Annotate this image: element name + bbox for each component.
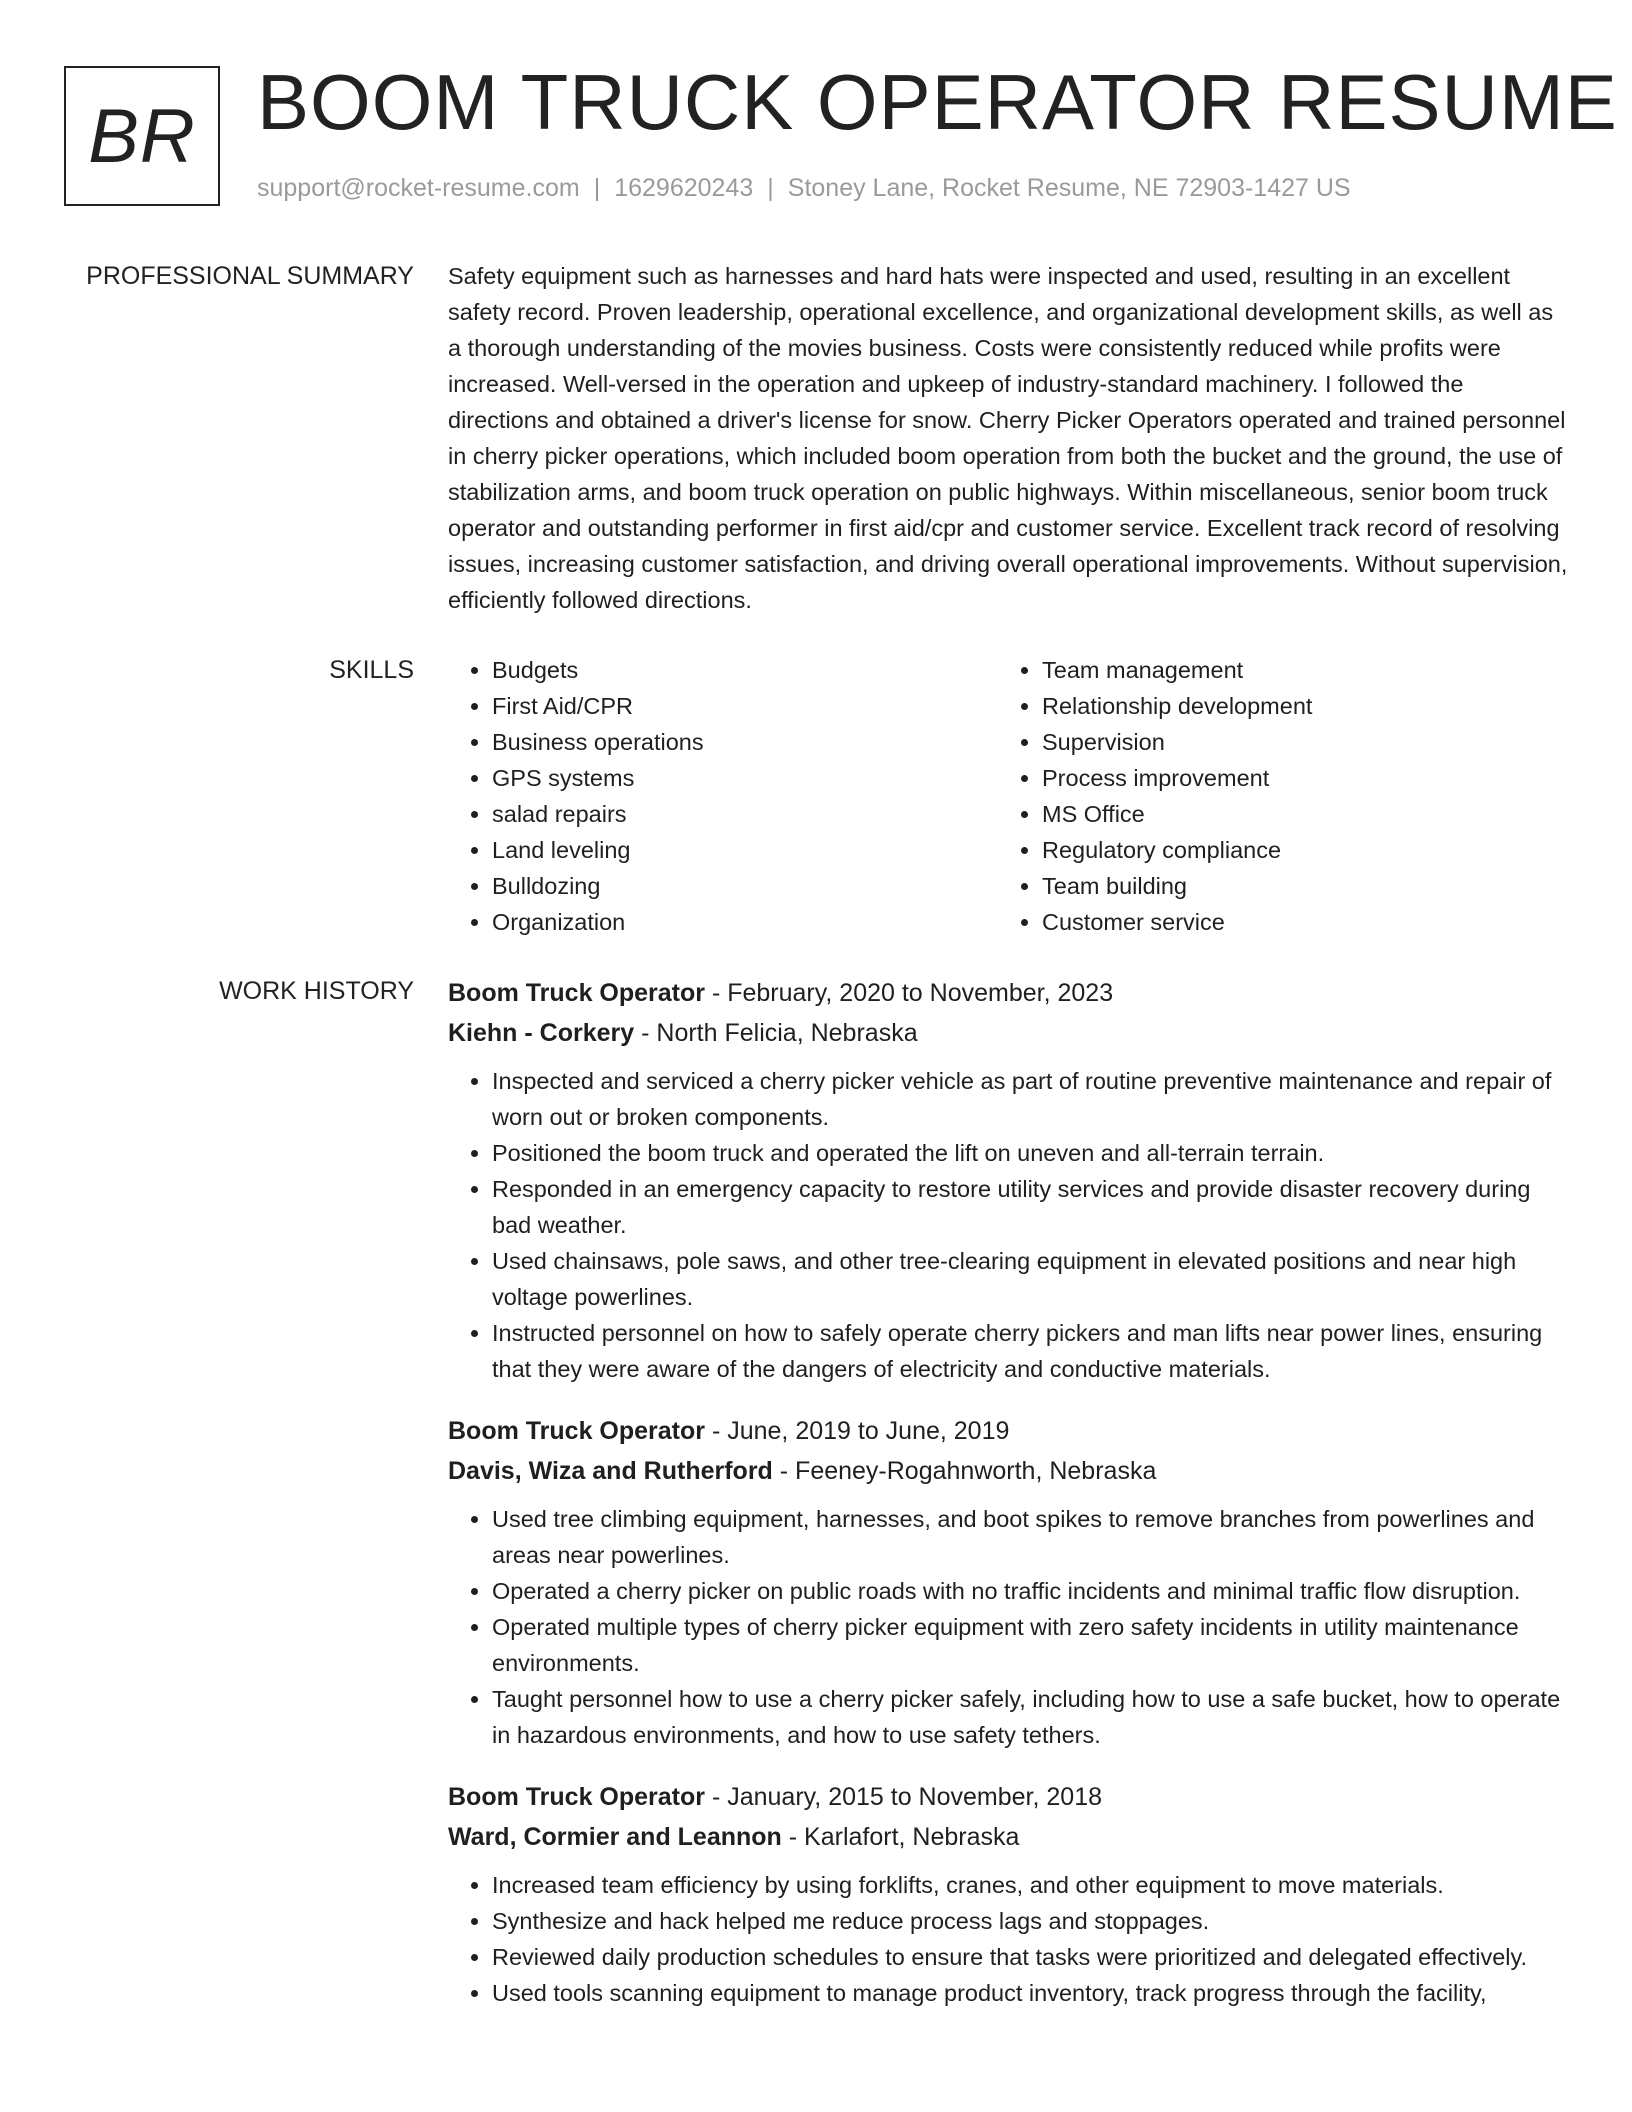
job-bullet: • Operated multiple types of cherry picker equipment with zero safety incidents in utility maintenance environments. <box>492 1609 1568 1681</box>
job-bullets <box>448 1063 1568 1387</box>
job-title: Boom Truck Operator <box>448 1417 705 1445</box>
work-history-heading: WORK HISTORY <box>219 977 414 1005</box>
job-title-line <box>448 1411 1568 1451</box>
job-company-line <box>448 1451 1568 1491</box>
summary-heading: PROFESSIONAL SUMMARY <box>86 262 414 290</box>
job-bullet: • Used tools scanning equipment to manage product inventory, track progress through the facility, <box>492 1975 1568 2011</box>
job-title-line <box>448 973 1568 1013</box>
skill-item: • Relationship development <box>1042 688 1548 724</box>
skill-item: • Business operations <box>492 724 998 760</box>
summary-text: Safety equipment such as harnesses and hard hats were inspected and used, resulting in an excellent safety record. Proven leadership, operational excellence, and organizational development skills, as well as a thorough understanding of the movies business. Costs were consistently reduced while profits were increased. Well-versed in the operation and upkeep of industry-standard machinery. I followed the directions and obtained a driver's license for snow. Cherry Picker Operators operated and trained personnel in cherry picker operations, which included boom operation from both the bucket and the ground, the use of stabilization arms, and boom truck operation on public highways. Within miscellaneous, senior boom truck operator and outstanding performer in first aid/cpr and customer service. Excellent track record of resolving issues, increasing customer satisfaction, and driving overall operational improvements. Without supervision, efficiently followed directions. <box>448 263 1568 613</box>
job-bullet: • Used chainsaws, pole saws, and other tree-clearing equipment in elevated positions and near high voltage powerlines. <box>492 1243 1568 1315</box>
skill-item: • Organization <box>492 904 998 940</box>
skill-item: • salad repairs <box>492 796 998 832</box>
job-bullet: • Operated a cherry picker on public roads with no traffic incidents and minimal traffic flow disruption. <box>492 1573 1568 1609</box>
skill-item: • MS Office <box>1042 796 1548 832</box>
skills-body <box>448 652 1568 940</box>
skill-item: • Team management <box>1042 652 1548 688</box>
job-dates: - June, 2019 to June, 2019 <box>705 1417 1010 1445</box>
job-dates: - January, 2015 to November, 2018 <box>705 1783 1102 1811</box>
job-location: - North Felicia, Nebraska <box>634 1019 918 1047</box>
job-location: - Karlafort, Nebraska <box>781 1823 1020 1851</box>
job-bullet: • Used tree climbing equipment, harnesses, and boot spikes to remove branches from powerlines and areas near powerlines. <box>492 1501 1568 1573</box>
contact-line <box>257 174 1351 203</box>
skill-item: • Supervision <box>1042 724 1548 760</box>
skill-item: • Regulatory compliance <box>1042 832 1548 868</box>
work-history-body <box>448 973 1568 2035</box>
skill-item: • GPS systems <box>492 760 998 796</box>
job-title-line <box>448 1777 1568 1817</box>
job-entry <box>448 1777 1568 2011</box>
contact-separator: | <box>593 174 601 202</box>
job-location: - Feeney-Rogahnworth, Nebraska <box>772 1457 1157 1485</box>
contact-separator: | <box>767 174 774 202</box>
job-bullet: • Instructed personnel on how to safely operate cherry pickers and man lifts near power lines, ensuring that they were aware of the dangers of electricity and conductive materials. <box>492 1315 1568 1387</box>
summary-body <box>448 258 1568 618</box>
contact-address: Stoney Lane, Rocket Resume, NE 72903-1427 US <box>787 174 1351 202</box>
job-bullets <box>448 1867 1568 2011</box>
skills-list-right <box>998 652 1548 940</box>
job-bullets <box>448 1501 1568 1753</box>
page-title: BOOM TRUCK OPERATOR RESUME <box>257 58 1618 146</box>
job-entry <box>448 1411 1568 1753</box>
monogram-box <box>64 66 220 206</box>
job-bullet: • Reviewed daily production schedules to ensure that tasks were prioritized and delegated effectively. <box>492 1939 1568 1975</box>
job-bullet: • Inspected and serviced a cherry picker vehicle as part of routine preventive maintenance and repair of worn out or broken components. <box>492 1063 1568 1135</box>
job-company-line <box>448 1013 1568 1053</box>
skill-item: • Team building <box>1042 868 1548 904</box>
job-bullet: • Responded in an emergency capacity to restore utility services and provide disaster recovery during bad weather. <box>492 1171 1568 1243</box>
skill-item: • Bulldozing <box>492 868 998 904</box>
job-title: Boom Truck Operator <box>448 979 705 1007</box>
job-entry <box>448 973 1568 1387</box>
contact-email: support@rocket-resume.com <box>257 174 580 202</box>
job-bullet: • Synthesize and hack helped me reduce process lags and stoppages. <box>492 1903 1568 1939</box>
job-company: Davis, Wiza and Rutherford <box>448 1457 773 1485</box>
job-company: Kiehn - Corkery <box>448 1019 635 1047</box>
skill-item: • Budgets <box>492 652 998 688</box>
job-title: Boom Truck Operator <box>448 1783 705 1811</box>
job-bullet: • Positioned the boom truck and operated the lift on uneven and all-terrain terrain. <box>492 1135 1568 1171</box>
job-bullet: • Taught personnel how to use a cherry picker safely, including how to use a safe bucket, how to operate in hazardous environments, and how to use safety tethers. <box>492 1681 1568 1753</box>
job-company-line <box>448 1817 1568 1857</box>
job-bullet: • Increased team efficiency by using forklifts, cranes, and other equipment to move materials. <box>492 1867 1568 1903</box>
skills-heading: SKILLS <box>329 656 414 684</box>
skill-item: • Land leveling <box>492 832 998 868</box>
skill-item: • First Aid/CPR <box>492 688 998 724</box>
skill-item: • Customer service <box>1042 904 1548 940</box>
job-company: Ward, Cormier and Leannon <box>448 1823 782 1851</box>
contact-phone: 1629620243 <box>614 174 754 202</box>
job-dates: - February, 2020 to November, 2023 <box>705 979 1114 1007</box>
monogram-initials: BR <box>88 93 196 179</box>
skills-list-left <box>448 652 998 940</box>
skill-item: • Process improvement <box>1042 760 1548 796</box>
